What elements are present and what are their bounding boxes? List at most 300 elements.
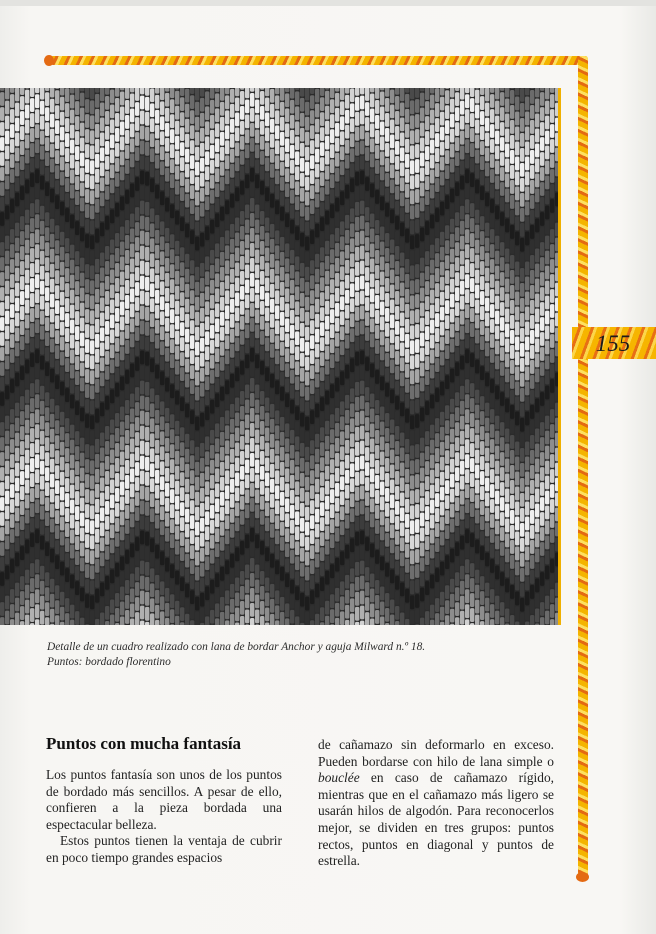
stitch bbox=[105, 246, 109, 260]
stitch bbox=[40, 266, 44, 280]
stitch bbox=[415, 189, 419, 203]
stitch bbox=[90, 460, 94, 474]
stitch bbox=[275, 110, 279, 124]
stitch bbox=[265, 202, 269, 216]
stitch bbox=[405, 199, 409, 213]
stitch bbox=[60, 412, 64, 426]
stitch bbox=[240, 571, 244, 585]
stitch bbox=[30, 413, 34, 427]
stitch bbox=[220, 537, 224, 551]
stitch bbox=[5, 566, 9, 580]
stitch bbox=[25, 285, 29, 299]
stitch bbox=[305, 237, 309, 251]
stitch bbox=[200, 458, 204, 472]
stitch bbox=[250, 138, 254, 152]
stitch bbox=[380, 88, 384, 90]
stitch bbox=[10, 454, 14, 468]
stitch bbox=[210, 235, 214, 249]
stitch bbox=[105, 171, 109, 185]
stitch bbox=[90, 610, 94, 624]
stitch bbox=[455, 512, 459, 526]
stitch bbox=[110, 419, 114, 433]
stitch bbox=[160, 476, 164, 490]
stitch bbox=[65, 328, 69, 342]
stitch bbox=[110, 584, 114, 598]
stitch bbox=[205, 586, 209, 600]
stitch bbox=[395, 321, 399, 335]
stitch bbox=[405, 124, 409, 138]
stitch bbox=[240, 406, 244, 420]
stitch bbox=[420, 603, 424, 617]
stitch bbox=[365, 147, 369, 161]
stitch bbox=[30, 533, 34, 547]
stitch bbox=[70, 455, 74, 469]
stitch bbox=[365, 462, 369, 476]
stitch bbox=[365, 237, 369, 251]
stitch bbox=[125, 535, 129, 549]
stitch bbox=[285, 393, 289, 407]
stitch bbox=[35, 259, 39, 273]
stitch bbox=[5, 176, 9, 190]
stitch bbox=[150, 463, 154, 477]
stitch bbox=[185, 524, 189, 538]
stitch bbox=[220, 237, 224, 251]
stitch bbox=[130, 169, 134, 183]
stitch bbox=[285, 453, 289, 467]
stitch bbox=[320, 157, 324, 171]
stitch bbox=[335, 363, 339, 377]
stitch bbox=[375, 520, 379, 534]
stitch bbox=[140, 381, 144, 395]
stitch bbox=[235, 232, 239, 246]
stitch bbox=[455, 422, 459, 436]
stitch bbox=[45, 557, 49, 571]
stitch bbox=[10, 319, 14, 333]
stitch bbox=[0, 572, 4, 586]
stitch bbox=[175, 361, 179, 375]
stitch bbox=[285, 543, 289, 557]
stitch bbox=[415, 429, 419, 443]
stitch bbox=[185, 164, 189, 178]
stitch bbox=[80, 543, 84, 557]
stitch bbox=[400, 297, 404, 311]
stitch bbox=[185, 539, 189, 553]
rope-tassel-icon bbox=[576, 872, 589, 882]
stitch bbox=[150, 223, 154, 237]
stitch bbox=[10, 289, 14, 303]
stitch bbox=[205, 361, 209, 375]
stitch bbox=[215, 243, 219, 257]
stitch bbox=[440, 352, 444, 366]
stitch bbox=[290, 430, 294, 444]
stitch bbox=[360, 426, 364, 440]
stitch bbox=[455, 542, 459, 556]
stitch bbox=[90, 325, 94, 339]
stitch bbox=[380, 122, 384, 136]
stitch bbox=[450, 459, 454, 473]
stitch bbox=[185, 554, 189, 568]
stitch bbox=[370, 364, 374, 378]
stitch bbox=[115, 428, 119, 442]
stitch bbox=[305, 207, 309, 221]
stitch bbox=[90, 205, 94, 219]
stitch bbox=[315, 209, 319, 223]
stitch bbox=[75, 476, 79, 490]
stitch bbox=[200, 113, 204, 127]
stitch bbox=[50, 549, 54, 563]
stitch bbox=[415, 294, 419, 308]
stitch bbox=[295, 601, 299, 615]
stitch bbox=[265, 562, 269, 576]
stitch bbox=[80, 88, 84, 91]
stitch bbox=[55, 525, 59, 539]
stitch bbox=[130, 409, 134, 423]
stitch bbox=[165, 453, 169, 467]
stitch bbox=[435, 133, 439, 147]
stitch bbox=[75, 566, 79, 580]
stitch bbox=[455, 317, 459, 331]
stitch bbox=[330, 579, 334, 593]
stitch bbox=[210, 445, 214, 459]
stitch bbox=[240, 106, 244, 120]
stitch bbox=[275, 275, 279, 289]
stitch bbox=[195, 402, 199, 416]
stitch bbox=[75, 506, 79, 520]
stitch bbox=[185, 374, 189, 388]
stitch bbox=[240, 556, 244, 570]
stitch bbox=[115, 623, 119, 625]
stitch bbox=[70, 245, 74, 259]
stitch bbox=[30, 578, 34, 592]
stitch bbox=[245, 474, 249, 488]
stitch bbox=[355, 187, 359, 201]
stitch bbox=[90, 115, 94, 129]
stitch bbox=[135, 507, 139, 521]
stitch bbox=[275, 350, 279, 364]
stitch bbox=[160, 176, 164, 190]
stitch bbox=[40, 386, 44, 400]
stitch bbox=[25, 360, 29, 374]
stitch bbox=[140, 606, 144, 620]
stitch bbox=[335, 138, 339, 152]
stitch bbox=[400, 612, 404, 625]
stitch bbox=[370, 94, 374, 108]
stitch bbox=[215, 528, 219, 542]
stitch bbox=[50, 219, 54, 233]
stitch bbox=[25, 540, 29, 554]
stitch bbox=[25, 585, 29, 599]
stitch bbox=[255, 474, 259, 488]
stitch bbox=[0, 257, 4, 271]
stitch bbox=[300, 428, 304, 442]
stitch bbox=[75, 176, 79, 190]
stitch bbox=[100, 267, 104, 281]
stitch bbox=[290, 550, 294, 564]
stitch bbox=[355, 127, 359, 141]
stitch bbox=[295, 286, 299, 300]
stitch bbox=[50, 114, 54, 128]
stitch bbox=[260, 481, 264, 495]
stitch bbox=[350, 268, 354, 282]
stitch bbox=[325, 391, 329, 405]
stitch bbox=[145, 112, 149, 126]
stitch bbox=[305, 462, 309, 476]
stitch bbox=[395, 216, 399, 230]
stitch bbox=[180, 127, 184, 141]
stitch bbox=[350, 88, 354, 102]
stitch bbox=[205, 556, 209, 570]
stitch bbox=[130, 244, 134, 258]
stitch bbox=[325, 88, 329, 90]
stitch bbox=[425, 371, 429, 385]
stitch bbox=[115, 233, 119, 247]
stitch bbox=[380, 542, 384, 556]
stitch bbox=[135, 342, 139, 356]
stitch bbox=[170, 219, 174, 233]
stitch bbox=[15, 373, 19, 387]
stitch bbox=[280, 492, 284, 506]
stitch bbox=[250, 273, 254, 287]
stitch bbox=[270, 284, 274, 298]
stitch bbox=[20, 426, 24, 440]
stitch bbox=[5, 236, 9, 250]
stitch bbox=[280, 327, 284, 341]
stitch bbox=[435, 283, 439, 297]
stitch bbox=[275, 455, 279, 469]
stitch bbox=[80, 318, 84, 332]
stitch bbox=[325, 301, 329, 315]
stitch bbox=[30, 608, 34, 622]
stitch bbox=[120, 467, 124, 481]
stitch bbox=[125, 250, 129, 264]
stitch bbox=[455, 227, 459, 241]
stitch bbox=[55, 375, 59, 389]
stitch bbox=[95, 199, 99, 213]
stitch bbox=[375, 550, 379, 564]
stitch bbox=[385, 443, 389, 457]
stitch bbox=[190, 200, 194, 214]
stitch bbox=[360, 606, 364, 620]
stitch bbox=[310, 88, 314, 94]
stitch bbox=[10, 229, 14, 243]
stitch bbox=[225, 395, 229, 409]
stitch bbox=[255, 294, 259, 308]
stitch bbox=[390, 464, 394, 478]
stitch bbox=[110, 179, 114, 193]
stitch bbox=[250, 393, 254, 407]
stitch bbox=[190, 590, 194, 604]
stitch bbox=[240, 586, 244, 600]
stitch bbox=[40, 311, 44, 325]
stitch bbox=[105, 471, 109, 485]
stitch bbox=[275, 335, 279, 349]
stitch bbox=[170, 414, 174, 428]
stitch bbox=[160, 416, 164, 430]
stitch bbox=[135, 477, 139, 491]
stitch bbox=[210, 520, 214, 534]
stitch bbox=[10, 214, 14, 228]
stitch bbox=[170, 459, 174, 473]
stitch bbox=[165, 243, 169, 257]
stitch bbox=[245, 564, 249, 578]
stitch bbox=[200, 323, 204, 337]
stitch bbox=[345, 245, 349, 259]
stitch bbox=[115, 293, 119, 307]
stitch bbox=[410, 265, 414, 279]
stitch bbox=[30, 98, 34, 112]
stitch bbox=[440, 502, 444, 516]
stitch bbox=[360, 576, 364, 590]
stitch bbox=[405, 529, 409, 543]
stitch bbox=[435, 298, 439, 312]
stitch bbox=[450, 219, 454, 233]
stitch bbox=[205, 451, 209, 465]
stitch bbox=[255, 219, 259, 233]
stitch bbox=[325, 181, 329, 195]
stitch bbox=[155, 515, 159, 529]
stitch bbox=[345, 365, 349, 379]
stitch bbox=[350, 238, 354, 252]
stitch bbox=[210, 355, 214, 369]
stitch bbox=[85, 294, 89, 308]
stitch bbox=[280, 357, 284, 371]
stitch bbox=[130, 334, 134, 348]
stitch bbox=[240, 121, 244, 135]
stitch bbox=[200, 428, 204, 442]
stitch bbox=[70, 320, 74, 334]
stitch bbox=[90, 265, 94, 279]
stitch bbox=[75, 296, 79, 310]
stitch bbox=[150, 133, 154, 147]
stitch bbox=[365, 537, 369, 551]
stitch bbox=[315, 359, 319, 373]
stitch bbox=[335, 438, 339, 452]
stitch bbox=[95, 424, 99, 438]
stitch bbox=[125, 100, 129, 114]
stitch bbox=[155, 365, 159, 379]
stitch bbox=[435, 478, 439, 492]
stitch bbox=[50, 279, 54, 293]
stitch bbox=[115, 533, 119, 547]
stitch bbox=[345, 425, 349, 439]
stitch bbox=[185, 179, 189, 193]
stitch bbox=[155, 530, 159, 544]
stitch bbox=[75, 596, 79, 610]
stitch bbox=[305, 507, 309, 521]
stitch bbox=[150, 568, 154, 582]
stitch bbox=[415, 324, 419, 338]
stitch bbox=[145, 172, 149, 186]
stitch bbox=[310, 620, 314, 625]
stitch bbox=[45, 242, 49, 256]
stitch bbox=[410, 610, 414, 624]
stitch bbox=[260, 226, 264, 240]
stitch bbox=[305, 342, 309, 356]
stitch bbox=[50, 384, 54, 398]
stitch bbox=[65, 448, 69, 462]
stitch bbox=[325, 241, 329, 255]
stitch bbox=[80, 183, 84, 197]
stitch bbox=[330, 474, 334, 488]
stitch bbox=[420, 588, 424, 602]
stitch bbox=[280, 597, 284, 611]
stitch bbox=[430, 440, 434, 454]
stitch bbox=[40, 296, 44, 310]
stitch bbox=[445, 450, 449, 464]
stitch bbox=[440, 547, 444, 561]
stitch bbox=[335, 318, 339, 332]
stitch bbox=[70, 365, 74, 379]
stitch bbox=[0, 467, 4, 481]
stitch bbox=[185, 419, 189, 433]
stitch bbox=[50, 399, 54, 413]
stitch bbox=[90, 220, 94, 234]
stitch bbox=[95, 574, 99, 588]
stitch bbox=[110, 104, 114, 118]
stitch bbox=[65, 223, 69, 237]
stitch bbox=[335, 513, 339, 527]
stitch bbox=[325, 361, 329, 375]
stitch bbox=[300, 143, 304, 157]
stitch bbox=[195, 387, 199, 401]
stitch bbox=[350, 538, 354, 552]
stitch bbox=[100, 567, 104, 581]
stitch bbox=[115, 263, 119, 277]
stitch bbox=[65, 148, 69, 162]
stitch bbox=[140, 306, 144, 320]
stitch bbox=[390, 164, 394, 178]
stitch bbox=[320, 622, 324, 625]
stitch bbox=[65, 343, 69, 357]
stitch bbox=[85, 429, 89, 443]
stitch bbox=[385, 593, 389, 607]
stitch bbox=[110, 239, 114, 253]
stitch bbox=[10, 544, 14, 558]
stitch bbox=[200, 203, 204, 217]
stitch bbox=[395, 576, 399, 590]
stitch bbox=[25, 555, 29, 569]
stitch bbox=[345, 530, 349, 544]
stitch bbox=[395, 156, 399, 170]
stitch bbox=[425, 431, 429, 445]
stitch bbox=[430, 95, 434, 109]
stitch bbox=[395, 591, 399, 605]
stitch bbox=[85, 369, 89, 383]
stitch bbox=[225, 110, 229, 124]
stitch bbox=[85, 414, 89, 428]
stitch bbox=[140, 216, 144, 230]
stitch bbox=[100, 88, 104, 101]
stitch bbox=[15, 148, 19, 162]
stitch bbox=[390, 194, 394, 208]
stitch bbox=[450, 114, 454, 128]
stitch bbox=[150, 478, 154, 492]
stitch bbox=[330, 459, 334, 473]
stitch bbox=[180, 277, 184, 291]
stitch bbox=[440, 442, 444, 456]
stitch bbox=[120, 212, 124, 226]
stitch bbox=[105, 501, 109, 515]
stitch bbox=[45, 587, 49, 601]
stitch bbox=[145, 382, 149, 396]
stitch bbox=[125, 295, 129, 309]
stitch bbox=[210, 565, 214, 579]
stitch bbox=[290, 130, 294, 144]
stitch bbox=[335, 153, 339, 167]
stitch bbox=[395, 546, 399, 560]
stitch bbox=[5, 341, 9, 355]
stitch bbox=[435, 118, 439, 132]
